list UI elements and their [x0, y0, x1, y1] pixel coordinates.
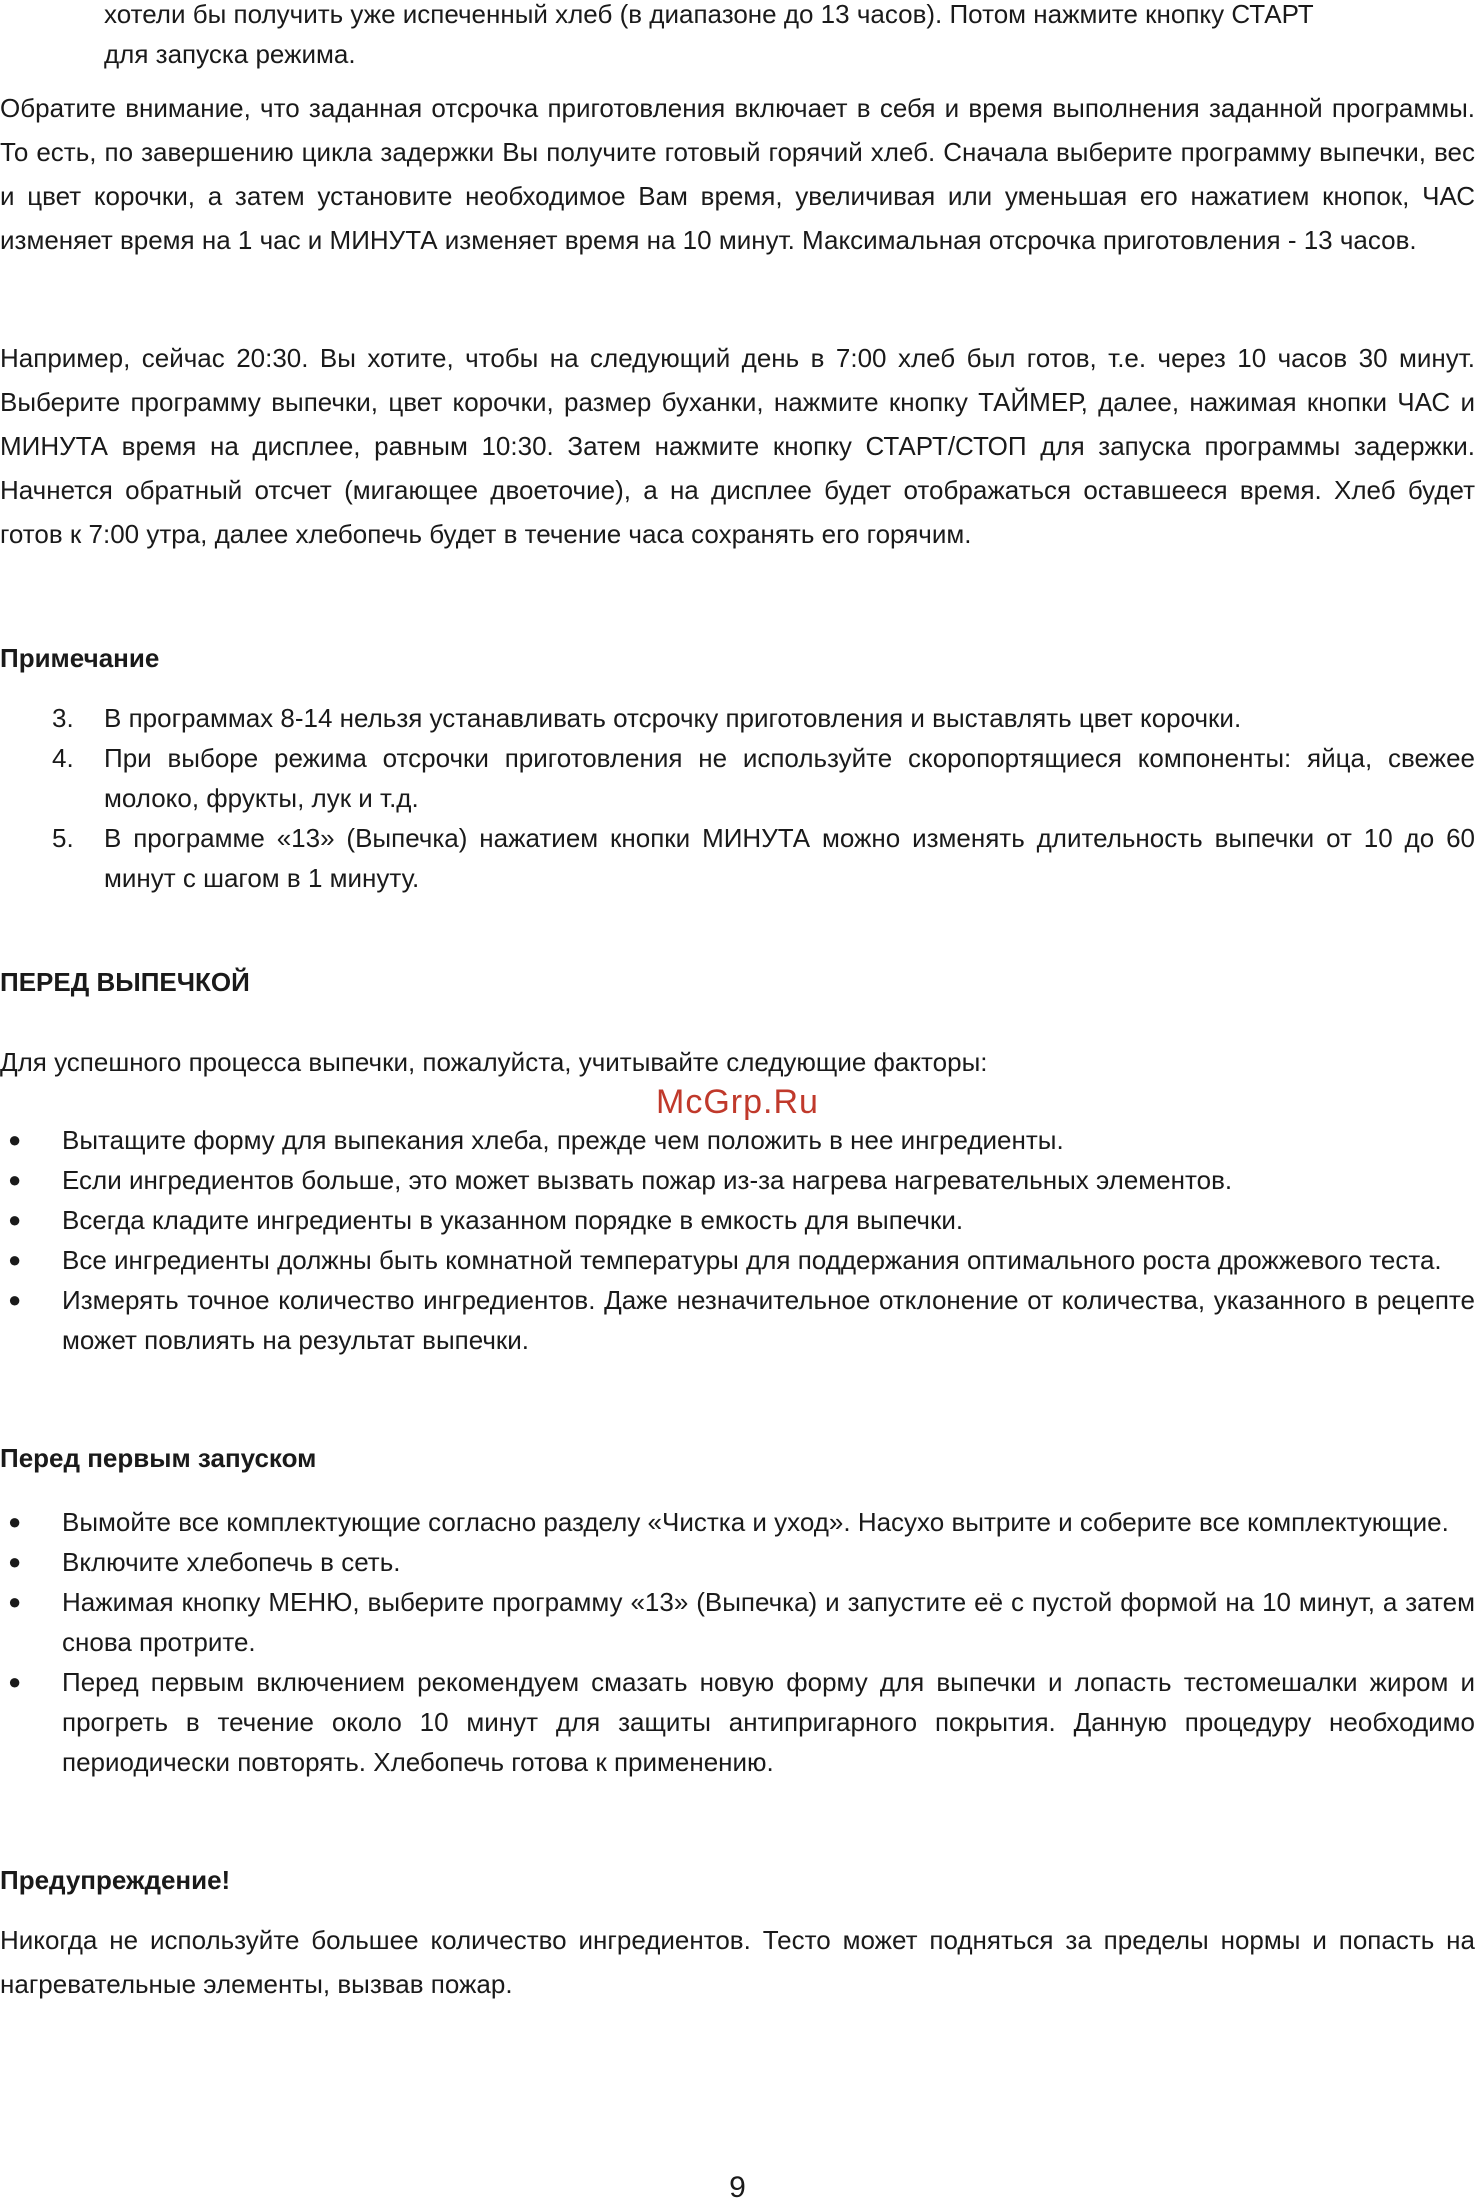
list-item-text: Если ингредиентов больше, это может вызвать пожар из-за нагрева нагревательных элементов. — [62, 1165, 1233, 1195]
list-item — [0, 818, 1475, 898]
first-start-list — [0, 1502, 1475, 1782]
bullet-icon: ● — [8, 1247, 22, 1272]
bullet-icon: ● — [8, 1509, 22, 1534]
list-item — [0, 1502, 1475, 1542]
warning-heading: Предупреждение! — [0, 1865, 231, 1895]
list-item — [0, 1200, 1475, 1240]
list-number: 4. — [52, 743, 74, 773]
bullet-icon: ● — [8, 1549, 22, 1574]
list-number: 3. — [52, 703, 74, 733]
list-item-text: В программах 8-14 нельзя устанавливать отсрочку приготовления и выставлять цвет корочки. — [104, 703, 1242, 733]
continuation-line-2: для запуска режима. — [104, 39, 356, 69]
before-baking-intro: Для успешного процесса выпечки, пожалуйста, учитывайте следующие факторы: — [0, 1047, 988, 1077]
warning-text: Никогда не используйте большее количество ингредиентов. Тесто может подняться за пределы нормы и попасть на нагревательные элементы, вызвав пожар. — [0, 1925, 1475, 1999]
list-item-text: Вымойте все комплектующие согласно разделу «Чистка и уход». Насухо вытрите и соберите все комплектующие. — [62, 1507, 1449, 1537]
list-item — [0, 1582, 1475, 1662]
bullet-icon: ● — [8, 1167, 22, 1192]
page-number: 9 — [729, 2171, 746, 2204]
list-item — [0, 1542, 1475, 1582]
list-item-text: Нажимая кнопку МЕНЮ, выберите программу «13» (Выпечка) и запустите её с пустой формой на 10 минут, а затем снова протрите. — [62, 1587, 1475, 1657]
list-item-text: В программе «13» (Выпечка) нажатием кнопки МИНУТА можно изменять длительность выпечки от 10 до 60 минут с шагом в 1 минуту. — [104, 823, 1475, 893]
paragraph-example: Например, сейчас 20:30. Вы хотите, чтобы на следующий день в 7:00 хлеб был готов, т.е. через 10 часов 30 минут. Выберите программу выпечки, цвет корочки, размер буханки, нажмите кнопку ТАЙМЕР, далее, нажимая кнопки ЧАС и МИНУТА время на дисплее, равным 10:30. Затем нажмите кнопку СТАРТ/СТОП для запуска программы задержки. Начнется обратный отсчет (мигающее двоеточие), а на дисплее будет отображаться оставшееся время. Хлеб будет готов к 7:00 утра, далее хлебопечь будет в течение часа сохранять его горячим. — [0, 343, 1475, 549]
note-heading: Примечание — [0, 643, 160, 673]
list-number: 5. — [52, 823, 74, 853]
section-heading-first-start: Перед первым запуском — [0, 1443, 317, 1473]
list-item-text: Включите хлебопечь в сеть. — [62, 1547, 401, 1577]
bullet-icon: ● — [8, 1207, 22, 1232]
list-item — [0, 1160, 1475, 1200]
list-item-text: При выборе режима отсрочки приготовления не используйте скоропортящиеся компоненты: яйца, свежее молоко, фрукты, лук и т.д. — [104, 743, 1475, 813]
bullet-icon: ● — [8, 1589, 22, 1614]
note-list — [0, 698, 1475, 898]
list-item — [0, 698, 1475, 738]
list-item-text: Все ингредиенты должны быть комнатной температуры для поддержания оптимального роста дрожжевого теста. — [62, 1245, 1442, 1275]
list-item — [0, 738, 1475, 818]
list-item-text: Вытащите форму для выпекания хлеба, прежде чем положить в нее ингредиенты. — [62, 1125, 1064, 1155]
list-item-text: Перед первым включением рекомендуем смазать новую форму для выпечки и лопасть тестомешалки жиром и прогреть в течение около 10 минут для защиты антипригарного покрытия. Данную процедуру необходимо периодически повторять. Хлебопечь готова к применению. — [62, 1667, 1475, 1777]
section-heading-before-baking: ПЕРЕД ВЫПЕЧКОЙ — [0, 967, 250, 997]
bullet-icon: ● — [8, 1127, 22, 1152]
list-item — [0, 1662, 1475, 1782]
watermark: McGrp.Ru — [656, 1083, 819, 1121]
list-item — [0, 1240, 1475, 1280]
bullet-icon: ● — [8, 1287, 22, 1312]
list-item — [0, 1120, 1475, 1160]
before-baking-list — [0, 1120, 1475, 1360]
list-item-text: Измерять точное количество ингредиентов. Даже незначительное отклонение от количества, указанного в рецепте может повлиять на результат выпечки. — [62, 1285, 1475, 1355]
paragraph-delay-info: Обратите внимание, что заданная отсрочка приготовления включает в себя и время выполнения заданной программы. То есть, по завершению цикла задержки Вы получите готовый горячий хлеб. Сначала выберите программу выпечки, вес и цвет корочки, а затем установите необходимое Вам время, увеличивая или уменьшая его нажатием кнопок, ЧАС изменяет время на 1 час и МИНУТА изменяет время на 10 минут. Максимальная отсрочка приготовления - 13 часов. — [0, 93, 1475, 255]
list-item — [0, 1280, 1475, 1360]
list-item-text: Всегда кладите ингредиенты в указанном порядке в емкость для выпечки. — [62, 1205, 964, 1235]
bullet-icon: ● — [8, 1669, 22, 1694]
continuation-line-1: хотели бы получить уже испеченный хлеб (в диапазоне до 13 часов). Потом нажмите кнопку СТАРТ — [104, 0, 1314, 29]
